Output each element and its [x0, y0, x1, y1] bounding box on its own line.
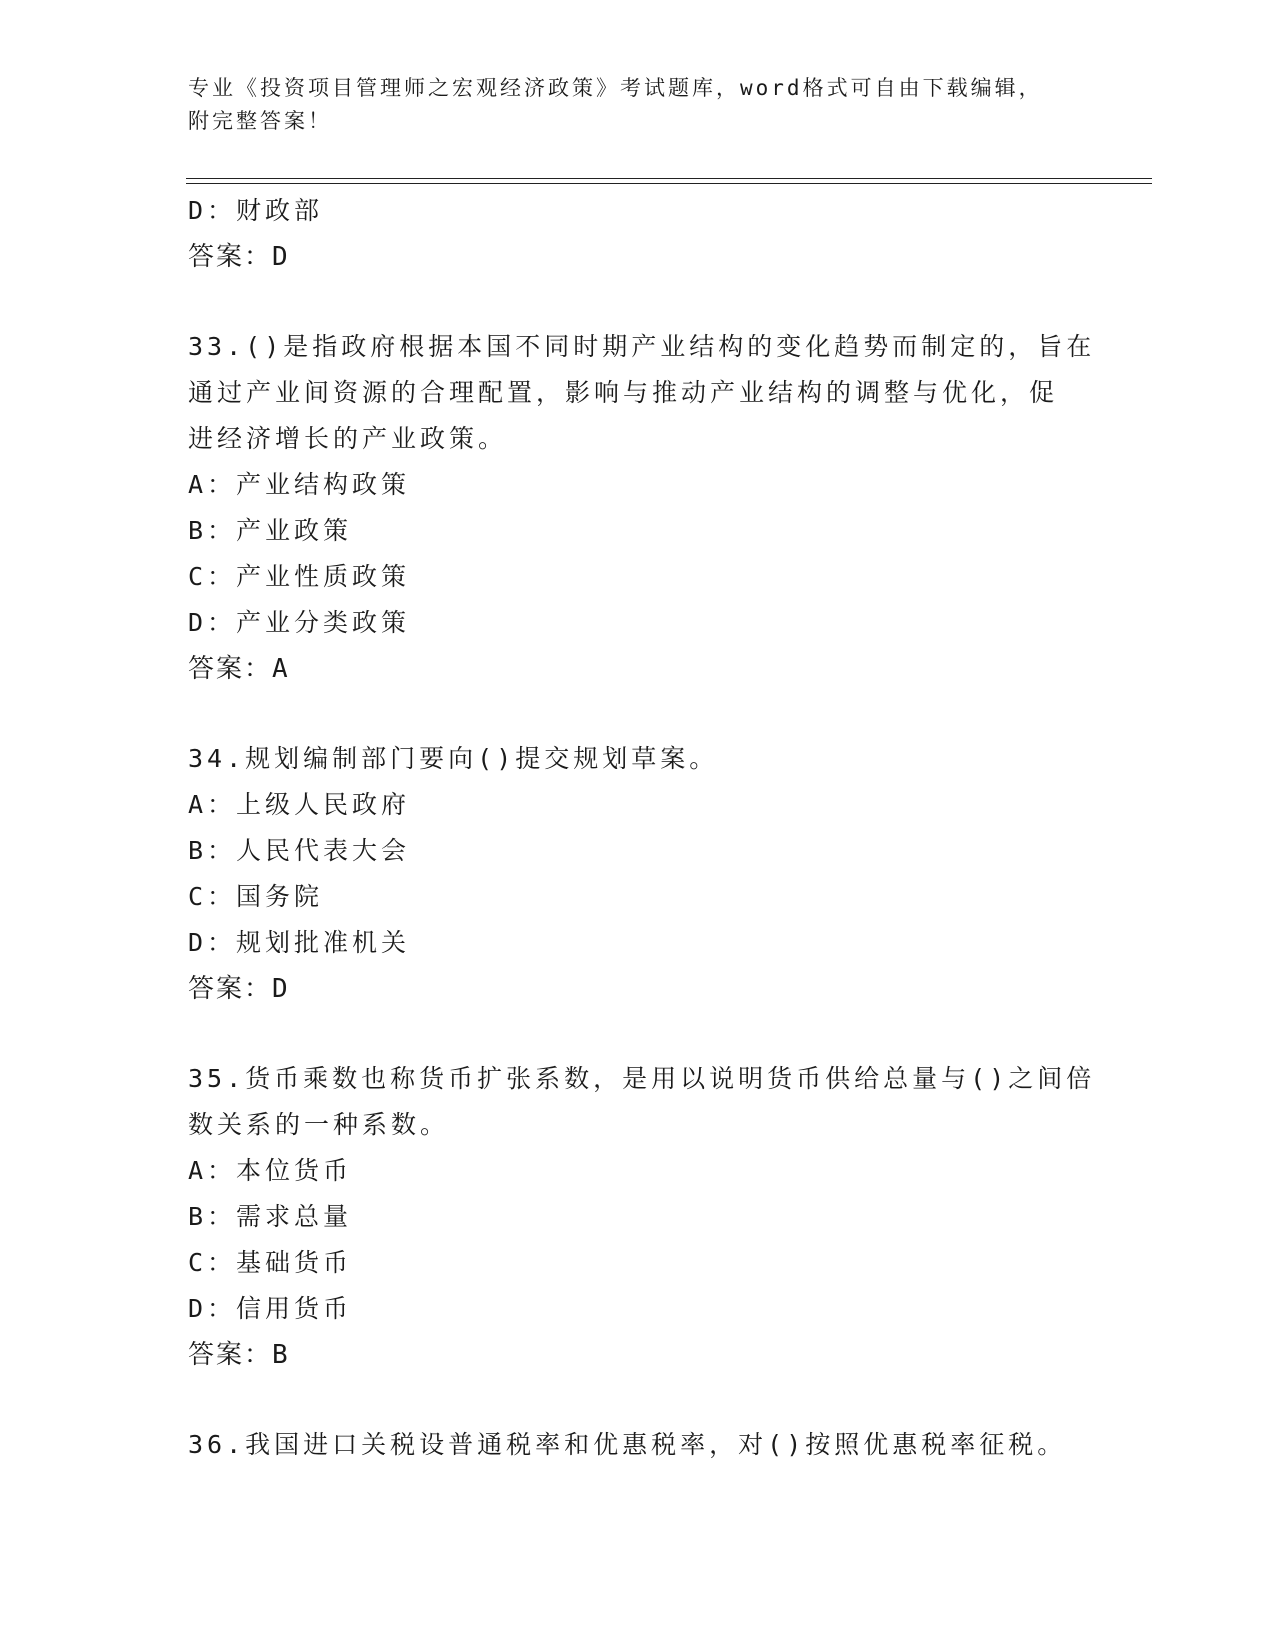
stem-line: 进经济增长的产业政策。	[188, 424, 508, 453]
answer-value: D	[272, 974, 290, 1004]
header-divider-top	[186, 178, 1152, 179]
answer-label: 答案：	[188, 654, 273, 684]
option-b: B：需求总量	[188, 1202, 353, 1231]
option-c: C：国务院	[188, 882, 324, 911]
stem-line: 数关系的一种系数。	[188, 1110, 450, 1139]
option-c: C：基础货币	[188, 1248, 353, 1277]
answer-line	[188, 1332, 1088, 1378]
option-b: B：人民代表大会	[188, 836, 411, 865]
header-line-2: 附完整答案！	[188, 109, 332, 133]
header-divider-bottom	[186, 183, 1152, 184]
answer-label: 答案：	[188, 1340, 273, 1370]
option-a: A：产业结构政策	[188, 470, 411, 499]
option-b: B：产业政策	[188, 516, 353, 545]
option-a: A：本位货币	[188, 1156, 353, 1185]
question-stem-34	[188, 736, 1088, 782]
answer-value: B	[272, 1340, 290, 1370]
stem-line: 35.货币乘数也称货币扩张系数，是用以说明货币供给总量与()之间倍	[188, 1064, 1096, 1093]
answer-line	[188, 966, 1088, 1012]
header-line-1: 专业《投资项目管理师之宏观经济政策》考试题库，word格式可自由下载编辑，	[188, 76, 1043, 100]
stem-line: 34.规划编制部门要向()提交规划草案。	[188, 744, 719, 773]
option-d: D：财政部	[188, 196, 324, 225]
question-stem-36	[188, 1422, 1088, 1468]
answer-line	[188, 234, 1088, 280]
option-d: D：规划批准机关	[188, 928, 411, 957]
question-stem-35	[188, 1056, 1096, 1148]
answer-label: 答案：	[188, 974, 273, 1004]
stem-line: 36.我国进口关税设普通税率和优惠税率，对()按照优惠税率征税。	[188, 1430, 1067, 1459]
document-header	[188, 72, 1068, 138]
stem-line: 通过产业间资源的合理配置，影响与推动产业结构的调整与优化，促	[188, 378, 1059, 407]
answer-value: A	[272, 654, 290, 684]
option-d: D：信用货币	[188, 1294, 353, 1323]
question-stem-33	[188, 324, 1096, 462]
answer-label: 答案：	[188, 242, 273, 272]
option-c: C：产业性质政策	[188, 562, 411, 591]
document-body	[188, 188, 1096, 1468]
answer-value: D	[272, 242, 290, 272]
option-d: D：产业分类政策	[188, 608, 411, 637]
answer-line	[188, 646, 1088, 692]
stem-line: 33.()是指政府根据本国不同时期产业结构的变化趋势而制定的，旨在	[188, 332, 1096, 361]
option-a: A：上级人民政府	[188, 790, 411, 819]
